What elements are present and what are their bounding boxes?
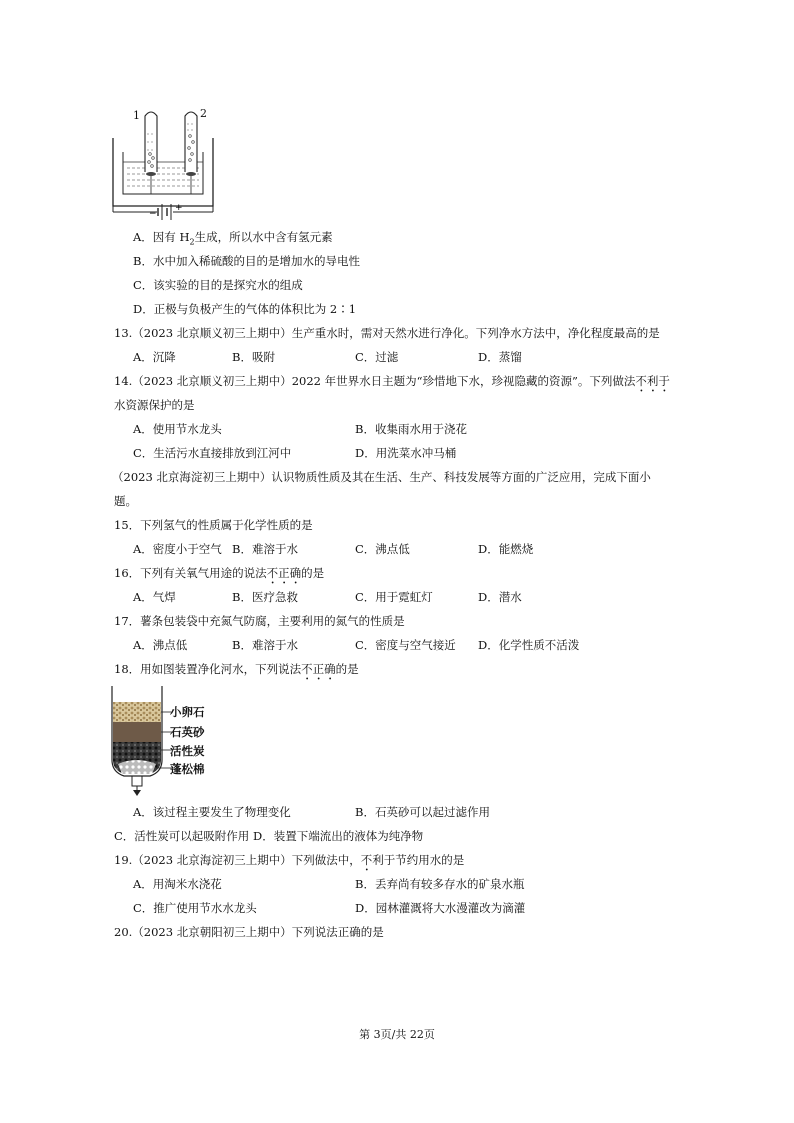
q19-stem: 19.（2023 北京海淀初三上期中）下列做法中，不利于节约用水的是 (114, 853, 465, 867)
svg-text:−: − (149, 209, 157, 219)
q12-option-c: C．该实验的目的是探究水的组成 (133, 278, 303, 292)
q13-option-b: B．吸附 (232, 350, 275, 364)
filter-label-pebbles: 小卵石 (170, 705, 205, 719)
q18-option-a: A．该过程主要发生了物理变化 (133, 805, 291, 819)
q15-option-a: A．密度小于空气 (133, 542, 222, 556)
q14-option-c: C．生活污水直接排放到江河中 (133, 446, 292, 460)
q13-stem: 13.（2023 北京顺义初三上期中）生产重水时，需对天然水进行净化。下列净水方法中，净化程度最高的是 (114, 326, 660, 340)
q14-option-d: D．用洗菜水冲马桶 (355, 446, 457, 460)
page-footer: 第 3页/共 22页 (359, 1028, 435, 1041)
q17-stem: 17．薯条包装袋中充氮气防腐，主要利用的氮气的性质是 (114, 614, 405, 628)
q16-option-a: A．气焊 (133, 590, 176, 604)
q15-option-d: D．能燃烧 (478, 542, 534, 556)
q20-stem: 20.（2023 北京朝阳初三上期中）下列说法正确的是 (114, 925, 384, 939)
q13-option-c: C．过滤 (355, 350, 399, 364)
filter-label-quartz-sand: 石英砂 (170, 725, 205, 739)
q16-stem: 16．下列有关氧气用途的说法不正确的是 (114, 566, 325, 580)
q17-option-a: A．沸点低 (133, 638, 188, 652)
q12-option-d: D．正极与负极产生的气体的体积比为 2∶1 (133, 302, 357, 316)
water-filter-figure (106, 686, 176, 798)
electrolysis-apparatus-figure (105, 104, 225, 220)
q14-option-b: B．收集雨水用于浇花 (355, 422, 467, 436)
group-intro-line1: （2023 北京海淀初三上期中）认识物质性质及其在生活、生产、科技发展等方面的广泛应用，完成下面小 (112, 470, 651, 484)
q15-stem: 15．下列氢气的性质属于化学性质的是 (114, 518, 313, 532)
q16-option-b: B．医疗急救 (232, 590, 298, 604)
q19-option-c: C．推广使用节水水龙头 (133, 901, 257, 915)
tube-2-label: 2 (200, 107, 207, 120)
q14-option-a: A．使用节水龙头 (133, 422, 222, 436)
q12-option-b: B．水中加入稀硫酸的目的是增加水的导电性 (133, 254, 360, 268)
q14-stem-line2: 水资源保护的是 (114, 398, 195, 412)
q14-stem: 14.（2023 北京顺义初三上期中）2022 年世界水日主题为“珍惜地下水，珍视隐藏的资源”。下列做法不利于 (114, 374, 670, 388)
filter-label-activated-carbon: 活性炭 (170, 744, 205, 758)
q17-option-d: D．化学性质不活泼 (478, 638, 580, 652)
q18-stem: 18．用如图装置净化河水，下列说法不正确的是 (114, 662, 359, 676)
q17-option-b: B．难溶于水 (232, 638, 298, 652)
svg-text:+: + (175, 203, 183, 213)
q18-option-c: C．活性炭可以起吸附作用 D．装置下端流出的液体为纯净物 (114, 829, 424, 843)
q19-option-b: B．丢弃尚有较多存水的矿泉水瓶 (355, 877, 525, 891)
q15-option-c: C．沸点低 (355, 542, 410, 556)
tube-1-label: 1 (133, 109, 140, 122)
q18-option-b: B．石英砂可以起过滤作用 (355, 805, 490, 819)
q13-option-a: A．沉降 (133, 350, 176, 364)
q17-option-c: C．密度与空气接近 (355, 638, 456, 652)
group-intro-line2: 题。 (114, 494, 137, 508)
q12-option-a: A．因有 $H_2$生成，所以水中含有氢元素 (133, 230, 333, 247)
q13-option-d: D．蒸馏 (478, 350, 522, 364)
q16-option-c: C．用于霓虹灯 (355, 590, 433, 604)
q16-option-d: D．潜水 (478, 590, 522, 604)
q15-option-b: B．难溶于水 (232, 542, 298, 556)
filter-label-cotton: 蓬松棉 (170, 762, 205, 776)
q19-option-a: A．用淘米水浇花 (133, 877, 222, 891)
q19-option-d: D．园林灌溉将大水漫灌改为滴灌 (355, 901, 526, 915)
